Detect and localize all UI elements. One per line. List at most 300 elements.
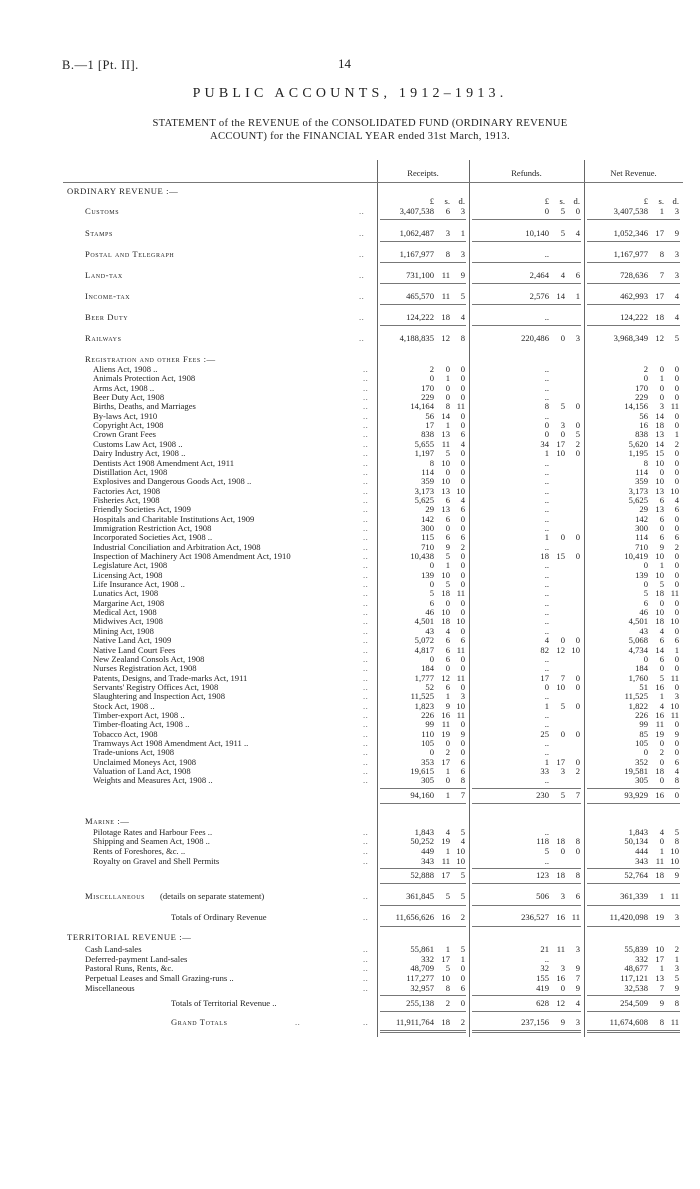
main-item-row-net-shillings: 1 [659, 206, 664, 216]
double-rule [587, 1030, 680, 1031]
registration-item-row-receipts-pounds: 710 [421, 541, 434, 552]
row-rule [380, 262, 466, 263]
marine-item-row-receipts-shillings: 19 [441, 836, 450, 847]
subtotal-rule [472, 883, 581, 884]
main-item-row [63, 291, 683, 302]
registration-item-row-refunds-pounds: 34 [540, 438, 549, 449]
territorial-total-net-pence: 8 [674, 998, 679, 1009]
miscellaneous-receipts-pounds: 361,845 [406, 891, 434, 902]
marine-item-row-label: Pilotage Rates and Harbour Fees .. [93, 826, 213, 837]
main-item-row-refunds-pounds: 0 [544, 206, 549, 216]
registration-item-row-receipts-shillings: 1 [445, 420, 450, 431]
registration-item-row-receipts-pence: 0 [460, 747, 465, 758]
main-item-row-receipts-pounds: 731,100 [406, 270, 434, 280]
subtitle-line-1: STATEMENT of the REVENUE of the CONSOLIDATED FUND (ORDINARY REVENUE [152, 118, 568, 129]
registration-item-row-net-shillings: 10 [655, 457, 664, 468]
main-item-row-refunds-pounds: .. [544, 312, 549, 322]
marine-item-row-receipts-pence: 10 [456, 855, 465, 866]
leader-dots: .. [363, 635, 369, 646]
registration-item-row-net-pounds: 229 [635, 392, 648, 403]
unit-label: £ [544, 196, 549, 206]
row-rule [380, 304, 466, 305]
leader-dots: .. [359, 291, 365, 301]
territorial-item-row-net [584, 983, 679, 994]
registration-item-row-refunds-pence: 0 [575, 700, 580, 711]
registration-item-row-net-pounds: 10,419 [624, 551, 648, 561]
registration-item-row-net-shillings: 0 [659, 392, 664, 403]
registration-subtotal-refunds-shillings: 5 [560, 789, 565, 800]
registration-item-row-refunds-pounds: 1 [544, 448, 549, 459]
subtotal-rule [587, 868, 680, 869]
registration-item-row-receipts-pounds: 6 [429, 597, 434, 608]
registration-item-row-net-pence: 0 [674, 569, 679, 580]
main-item-row-refunds-pounds: 2,464 [529, 270, 549, 280]
main-item-row-net-pence: 3 [674, 270, 679, 280]
unit-label: s. [444, 196, 450, 206]
registration-item-row-receipts-shillings: 10 [441, 457, 450, 468]
leader-dots: .. [363, 569, 369, 580]
registration-item-row-receipts-pence: 11 [456, 401, 465, 412]
registration-item-row-receipts-shillings: 0 [445, 364, 450, 374]
registration-item-row-receipts-pence: 0 [460, 625, 465, 636]
registration-item-row-receipts-shillings: 11 [441, 438, 450, 449]
double-rule [380, 1032, 466, 1033]
registration-item-row-net-pounds: 5,068 [628, 635, 648, 646]
registration-item-row-net-pence: 0 [674, 560, 679, 571]
registration-item-row-net-shillings: 10 [655, 476, 664, 487]
total-rule [587, 1011, 680, 1012]
registration-item-row-label: Stock Act, 1908 .. [93, 700, 155, 711]
territorial-item-row [63, 983, 683, 994]
marine-item-row-net-shillings: 0 [659, 836, 664, 847]
registration-item-row-receipts-pounds: 0 [429, 373, 434, 384]
main-item-row-receipts-shillings: 18 [441, 312, 450, 322]
territorial-item-row-refunds-pounds: .. [544, 953, 549, 964]
registration-item-row-refunds-pounds: 8 [544, 401, 549, 412]
registration-item-row-receipts-shillings: 6 [445, 532, 450, 543]
registration-item-row-label: Dairy Industry Act, 1908 .. [93, 448, 186, 459]
registration-item-row-receipts-pounds: 0 [429, 653, 434, 664]
main-item-row-label: Stamps [85, 228, 113, 238]
registration-item-row-net-pence: 0 [674, 392, 679, 403]
row-rule [587, 325, 680, 326]
registration-item-row-net-pence: 0 [674, 513, 679, 524]
main-item-row-refunds [469, 206, 580, 217]
marine-item-row-refunds-pence: 0 [575, 845, 580, 856]
leader-dots: .. [359, 206, 365, 216]
registration-item-row-receipts-pounds: 56 [425, 410, 434, 421]
registration-item-row-receipts-pounds: 5,655 [414, 438, 434, 449]
grand-total-refunds-shillings: 9 [560, 1017, 565, 1028]
marine-item-row-refunds [469, 856, 580, 867]
main-item-row-refunds-pounds: 220,486 [521, 333, 549, 343]
unit-label: d. [573, 196, 580, 206]
total-rule [587, 926, 680, 927]
main-item-row-net [584, 270, 679, 281]
registration-item-row-net-shillings: 4 [659, 625, 664, 636]
main-item-row-net-pounds: 462,993 [620, 291, 648, 301]
registration-item-row-refunds-pounds: 1 [544, 756, 549, 767]
main-item-row-receipts-pounds: 1,167,977 [399, 249, 434, 259]
territorial-item-row-receipts-shillings: 5 [445, 963, 450, 974]
ordinary-total-receipts [377, 912, 465, 923]
registration-item-row-net-pence: 11 [670, 709, 679, 720]
registration-item-row-receipts-pence: 0 [460, 663, 465, 674]
territorial-total-receipts-pounds: 255,138 [406, 998, 434, 1009]
leader-dots: .. [363, 466, 369, 477]
main-item-row-refunds-pence: 6 [575, 270, 580, 280]
registration-item-row-refunds-pounds: 0 [544, 429, 549, 440]
registration-item-row-net-shillings: 1 [659, 691, 664, 702]
marine-item-row-refunds-pounds: 5 [544, 845, 549, 856]
territorial-item-row-receipts-pounds: 117,277 [406, 972, 434, 983]
registration-item-row-net-shillings: 16 [655, 681, 664, 692]
territorial-item-row-receipts-pounds: 48,709 [410, 963, 434, 974]
registration-item-row-refunds-pounds: .. [544, 616, 549, 627]
registration-item-row-net-pounds: 14,156 [624, 401, 648, 412]
registration-item-row-refunds-pence: 5 [575, 429, 580, 440]
registration-subtotal-refunds-pounds: 230 [536, 789, 549, 800]
registration-item-row-net-pounds: 29 [639, 504, 648, 515]
registration-item-row-refunds-pounds: .. [544, 579, 549, 590]
main-item-row-refunds [469, 291, 580, 302]
territorial-item-row-refunds-pence: 9 [575, 982, 580, 993]
registration-item-row-label: Nurses Registration Act, 1908 [93, 663, 197, 674]
territorial-item-row-receipts-shillings: 1 [445, 944, 450, 955]
row-rule [472, 905, 581, 906]
territorial-item-row-net-shillings: 13 [655, 972, 664, 983]
marine-item-row-net-pence: 8 [674, 836, 679, 847]
registration-item-row-net-pence: 0 [674, 597, 679, 608]
registration-item-row-receipts-shillings: 0 [445, 522, 450, 533]
registration-subtotal-receipts-pounds: 94,160 [410, 789, 434, 800]
main-item-row-refunds-shillings: 5 [560, 206, 565, 216]
main-item-row-receipts-pence: 9 [460, 270, 465, 280]
ordinary-total-refunds [469, 912, 580, 923]
ordinary-total-net-shillings: 19 [655, 912, 664, 923]
registration-item-row-net-pounds: 5,625 [628, 494, 648, 505]
registration-item-row-refunds-shillings: 17 [556, 756, 565, 767]
grand-total-refunds-pence: 3 [575, 1017, 580, 1028]
registration-item-row-label: Incorporated Societies Act, 1908 .. [93, 532, 213, 543]
registration-item-row-label: Customs Law Act, 1908 .. [93, 438, 183, 449]
registration-item-row-net-pounds: 6 [643, 597, 648, 608]
registration-item-row-receipts-pounds: 184 [421, 663, 434, 674]
registration-item-row-receipts-pounds: 353 [421, 756, 434, 767]
registration-item-row-refunds-shillings: 0 [560, 728, 565, 739]
registration-item-row-refunds-pence: 0 [575, 420, 580, 431]
unit-label: d. [672, 196, 679, 206]
territorial-item-row-net-pounds: 32,538 [624, 982, 648, 993]
double-rule [472, 1030, 581, 1031]
registration-item-row-net-pounds: 8 [643, 457, 648, 468]
registration-item-row-net-pence: 0 [674, 522, 679, 533]
registration-item-row-label: Valuation of Land Act, 1908 [93, 766, 191, 777]
subtotal-rule [380, 868, 466, 869]
registration-item-row-net-pounds: 2 [643, 364, 648, 374]
unit-label: £ [643, 196, 648, 206]
main-item-row [63, 249, 683, 260]
row-rule [472, 241, 581, 242]
territorial-total-receipts-pence: 0 [460, 998, 465, 1009]
registration-item-row-receipts-shillings: 5 [445, 551, 450, 561]
unit-labels [584, 196, 679, 207]
row-rule [587, 241, 680, 242]
main-item-row [63, 333, 683, 344]
registration-item-row-receipts-pounds: 114 [421, 466, 434, 477]
registration-item-row-net-shillings: 13 [655, 504, 664, 515]
main-item-row-refunds-pounds: 10,140 [525, 228, 549, 238]
registration-item-row-net-pence: 3 [674, 691, 679, 702]
registration-item-row-net-pounds: 1,822 [628, 700, 648, 711]
territorial-item-row-net-pounds: 48,677 [624, 963, 648, 974]
territorial-item-row-net-pence: 5 [674, 972, 679, 983]
registration-item-row-label: Dentists Act 1908 Amendment Act, 1911 [93, 457, 234, 468]
registration-item-row-receipts-pounds: 99 [425, 719, 434, 730]
territorial-item-row-net-pounds: 117,121 [620, 972, 648, 983]
registration-item-row-receipts-shillings: 0 [445, 663, 450, 674]
leader-dots: .. [363, 607, 369, 618]
double-rule [472, 1032, 581, 1033]
marine-subtotal-receipts [377, 870, 465, 881]
main-item-row-label: Railways [85, 333, 122, 343]
registration-item-row-net-pounds: 114 [635, 466, 648, 477]
registration-item-row-receipts-shillings: 13 [441, 429, 450, 440]
territorial-item-row-net-pounds: 332 [635, 953, 648, 964]
registration-item-row-receipts-pence: 0 [460, 466, 465, 477]
registration-item-row-label: Life Insurance Act, 1908 .. [93, 579, 185, 590]
registration-item-row-net-pounds: 142 [635, 513, 648, 524]
marine-item-row-net-shillings: 4 [659, 826, 664, 837]
registration-item-row-net-pence: 0 [674, 738, 679, 748]
ordinary-total-receipts-pence: 2 [460, 912, 465, 923]
marine-item-row-receipts-pence: 10 [456, 845, 465, 856]
registration-item-row-label: New Zealand Consols Act, 1908 [93, 653, 205, 664]
main-item-row-net-pounds: 1,167,977 [613, 249, 648, 259]
registration-item-row-refunds-pounds: .. [544, 392, 549, 403]
marine-subtotal-row [63, 870, 683, 881]
leader-dots: .. [363, 826, 369, 837]
registration-item-row-refunds-pence: 0 [575, 756, 580, 767]
subtotal-rule [472, 868, 581, 869]
registration-item-row-receipts [377, 775, 465, 786]
ordinary-total-label: Totals of Ordinary Revenue [171, 912, 267, 923]
main-item-row-net-shillings: 18 [655, 312, 664, 322]
main-item-row [63, 312, 683, 323]
territorial-total-refunds-pounds: 628 [536, 998, 549, 1009]
leader-dots: .. [363, 438, 369, 449]
registration-item-row-refunds-shillings: 0 [560, 429, 565, 440]
main-item-row-refunds-pence: 1 [575, 291, 580, 301]
registration-item-row-refunds-pounds: .. [544, 709, 549, 720]
registration-item-row-receipts-pence: 11 [456, 588, 465, 599]
row-rule [472, 283, 581, 284]
territorial-item-row-receipts-shillings: 10 [441, 972, 450, 983]
registration-item-row-receipts-pence: 0 [460, 476, 465, 487]
registration-item-row-net-pounds: 226 [635, 709, 648, 720]
marine-item-row-receipts-pounds: 50,252 [410, 836, 434, 847]
territorial-item-row-label: Deferred-payment Land-sales [85, 953, 188, 964]
receipts-column-header: Receipts. [407, 168, 439, 178]
registration-item-row-net-shillings: 10 [655, 569, 664, 580]
registration-item-row-refunds-pounds: .. [544, 541, 549, 552]
territorial-item-row-receipts-pence: 0 [460, 972, 465, 983]
registration-item-row-receipts-shillings: 12 [441, 672, 450, 683]
registration-item-row-net-shillings: 0 [659, 756, 664, 767]
registration-item-row-refunds-pounds: .. [544, 663, 549, 674]
marine-item-row-net-pounds: 343 [635, 855, 648, 866]
registration-item-row-label: Distillation Act, 1908 [93, 466, 168, 477]
unit-label: £ [429, 196, 434, 206]
section-heading-marine: Marine :— [85, 815, 130, 826]
main-item-row-refunds-shillings: 5 [560, 228, 565, 238]
territorial-item-row-refunds-pounds: 21 [540, 944, 549, 955]
registration-item-row-refunds-pence: 0 [575, 635, 580, 646]
registration-item-row-refunds-pounds: 25 [540, 728, 549, 739]
row-rule [380, 219, 466, 220]
registration-item-row-net-pence: 0 [674, 579, 679, 590]
registration-item-row-net-shillings: 6 [659, 494, 664, 505]
registration-item-row-net-pounds: 85 [639, 728, 648, 739]
main-item-row-label: Beer Duty [85, 312, 129, 322]
registration-item-row [63, 775, 683, 786]
miscellaneous-refunds-shillings: 3 [560, 891, 565, 902]
registration-item-row-net-pence: 0 [674, 410, 679, 421]
registration-item-row-net-pounds: 184 [635, 663, 648, 674]
main-item-row-net-shillings: 12 [655, 333, 664, 343]
marine-subtotal-net-pence: 9 [674, 870, 679, 881]
registration-item-row-receipts-pence: 0 [460, 522, 465, 533]
registration-item-row-label: Friendly Societies Act, 1909 [93, 504, 191, 515]
unit-labels [377, 196, 465, 207]
registration-item-row-receipts-shillings: 0 [445, 392, 450, 403]
ordinary-total-net-pence: 3 [674, 912, 679, 923]
leader-dots: .. [363, 476, 369, 487]
registration-item-row-refunds-pounds: .. [544, 719, 549, 730]
row-rule [587, 219, 680, 220]
main-item-row-net [584, 312, 679, 323]
main-item-row-receipts-pounds: 4,188,835 [399, 333, 434, 343]
leader-dots: .. [363, 845, 369, 856]
territorial-item-row-receipts-pounds: 55,861 [410, 944, 434, 955]
subtotal-rule [472, 803, 581, 804]
registration-item-row-refunds-pounds: 4 [544, 635, 549, 646]
territorial-item-row-refunds-shillings: 0 [560, 982, 565, 993]
marine-item-row-net-shillings: 11 [655, 855, 664, 866]
marine-item-row-receipts-pounds: 449 [421, 845, 434, 856]
registration-item-row-label: Hospitals and Charitable Institutions Act, 1909 [93, 513, 255, 524]
row-rule [587, 905, 680, 906]
grand-total-row [63, 1017, 683, 1028]
main-item-row-net-shillings: 17 [655, 291, 664, 301]
marine-item-row-net-pence: 10 [670, 855, 679, 866]
registration-item-row-label: Servants' Registry Offices Act, 1908 [93, 681, 219, 692]
registration-item-row-net-pounds: 305 [635, 775, 648, 786]
miscellaneous-net-pounds: 361,339 [620, 891, 648, 902]
territorial-item-row-receipts [377, 983, 465, 994]
registration-item-row-receipts-pence: 0 [460, 513, 465, 524]
leader-dots: .. [363, 382, 369, 393]
registration-item-row-label: Copyright Act, 1908 [93, 420, 164, 431]
territorial-item-row-net-shillings: 7 [659, 982, 664, 993]
registration-item-row-net-shillings: 10 [655, 551, 664, 561]
main-item-row-net-pence: 5 [674, 333, 679, 343]
registration-item-row-receipts-shillings: 0 [445, 738, 450, 748]
territorial-item-row-net-shillings: 17 [655, 953, 664, 964]
registration-item-row-label: Licensing Act, 1908 [93, 569, 163, 580]
registration-item-row-receipts-pence: 4 [460, 494, 465, 505]
territorial-item-row-refunds-shillings: 3 [560, 963, 565, 974]
marine-item-row-receipts-shillings: 1 [445, 845, 450, 856]
miscellaneous-refunds [469, 891, 580, 902]
registration-item-row-receipts-shillings: 1 [445, 691, 450, 702]
registration-item-row-receipts-pounds: 300 [421, 522, 434, 533]
registration-item-row-receipts-pence: 0 [460, 569, 465, 580]
main-item-row-receipts [377, 270, 465, 281]
registration-item-row-receipts-pence: 0 [460, 607, 465, 618]
registration-item-row-receipts-pence: 0 [460, 373, 465, 384]
registration-subtotal-net-pence: 0 [674, 789, 679, 800]
registration-item-row-net-pence: 1 [674, 644, 679, 655]
registration-item-row-receipts-pounds: 10,438 [410, 551, 434, 561]
subtotal-rule [380, 883, 466, 884]
leader-dots: .. [363, 457, 369, 468]
main-item-row-refunds-shillings: 0 [560, 333, 565, 343]
registration-subtotal-receipts-pence: 7 [460, 789, 465, 800]
registration-item-row-refunds-pounds: .. [544, 373, 549, 384]
main-item-row-receipts-pounds: 1,062,487 [399, 228, 434, 238]
grand-total-net-shillings: 8 [659, 1017, 664, 1028]
registration-item-row-receipts-pounds: 4,501 [414, 616, 434, 627]
registration-item-row-net-pence: 11 [670, 672, 679, 683]
registration-item-row-receipts-shillings: 0 [445, 775, 450, 786]
registration-item-row-net-shillings: 1 [659, 373, 664, 384]
registration-item-row-net-pounds: 0 [643, 373, 648, 384]
main-item-row [63, 228, 683, 239]
territorial-item-row-refunds-pence: 7 [575, 972, 580, 983]
registration-item-row-net-pounds: 105 [635, 738, 648, 748]
leader-dots: .. [359, 249, 365, 259]
total-rule [380, 926, 466, 927]
registration-item-row-refunds-pounds: .. [544, 597, 549, 608]
registration-item-row-net-pounds: 838 [635, 429, 648, 440]
registration-item-row-label: Beer Duty Act, 1908 [93, 392, 165, 403]
main-item-row [63, 270, 683, 281]
registration-item-row-net-shillings: 5 [659, 672, 664, 683]
ordinary-total-refunds-pence: 11 [571, 912, 580, 923]
main-item-row-receipts-pounds: 465,570 [406, 291, 434, 301]
registration-item-row-receipts-shillings: 6 [445, 681, 450, 692]
registration-item-row-net-pounds: 0 [643, 579, 648, 590]
registration-item-row-net-shillings: 13 [655, 485, 664, 496]
registration-item-row-receipts-pence: 2 [460, 541, 465, 552]
main-item-row-receipts-shillings: 11 [441, 291, 450, 301]
registration-item-row-net-shillings: 0 [659, 775, 664, 786]
leader-dots: .. [363, 944, 369, 955]
registration-item-row-refunds-shillings: 3 [560, 766, 565, 777]
territorial-total-refunds-shillings: 12 [556, 998, 565, 1009]
registration-item-row-label: Native Land Act, 1909 [93, 635, 172, 646]
territorial-item-row-net-shillings: 1 [659, 963, 664, 974]
marine-item-row-net-pounds: 50,134 [624, 836, 648, 847]
registration-item-row-net-pounds: 300 [635, 522, 648, 533]
territorial-item-row-refunds-pence: 3 [575, 944, 580, 955]
registration-item-row-receipts-shillings: 10 [441, 607, 450, 618]
main-item-row-refunds-shillings: 4 [560, 270, 565, 280]
leader-dots: .. [363, 448, 369, 459]
leader-dots: .. [363, 373, 369, 384]
main-item-row-net-pounds: 124,222 [620, 312, 648, 322]
